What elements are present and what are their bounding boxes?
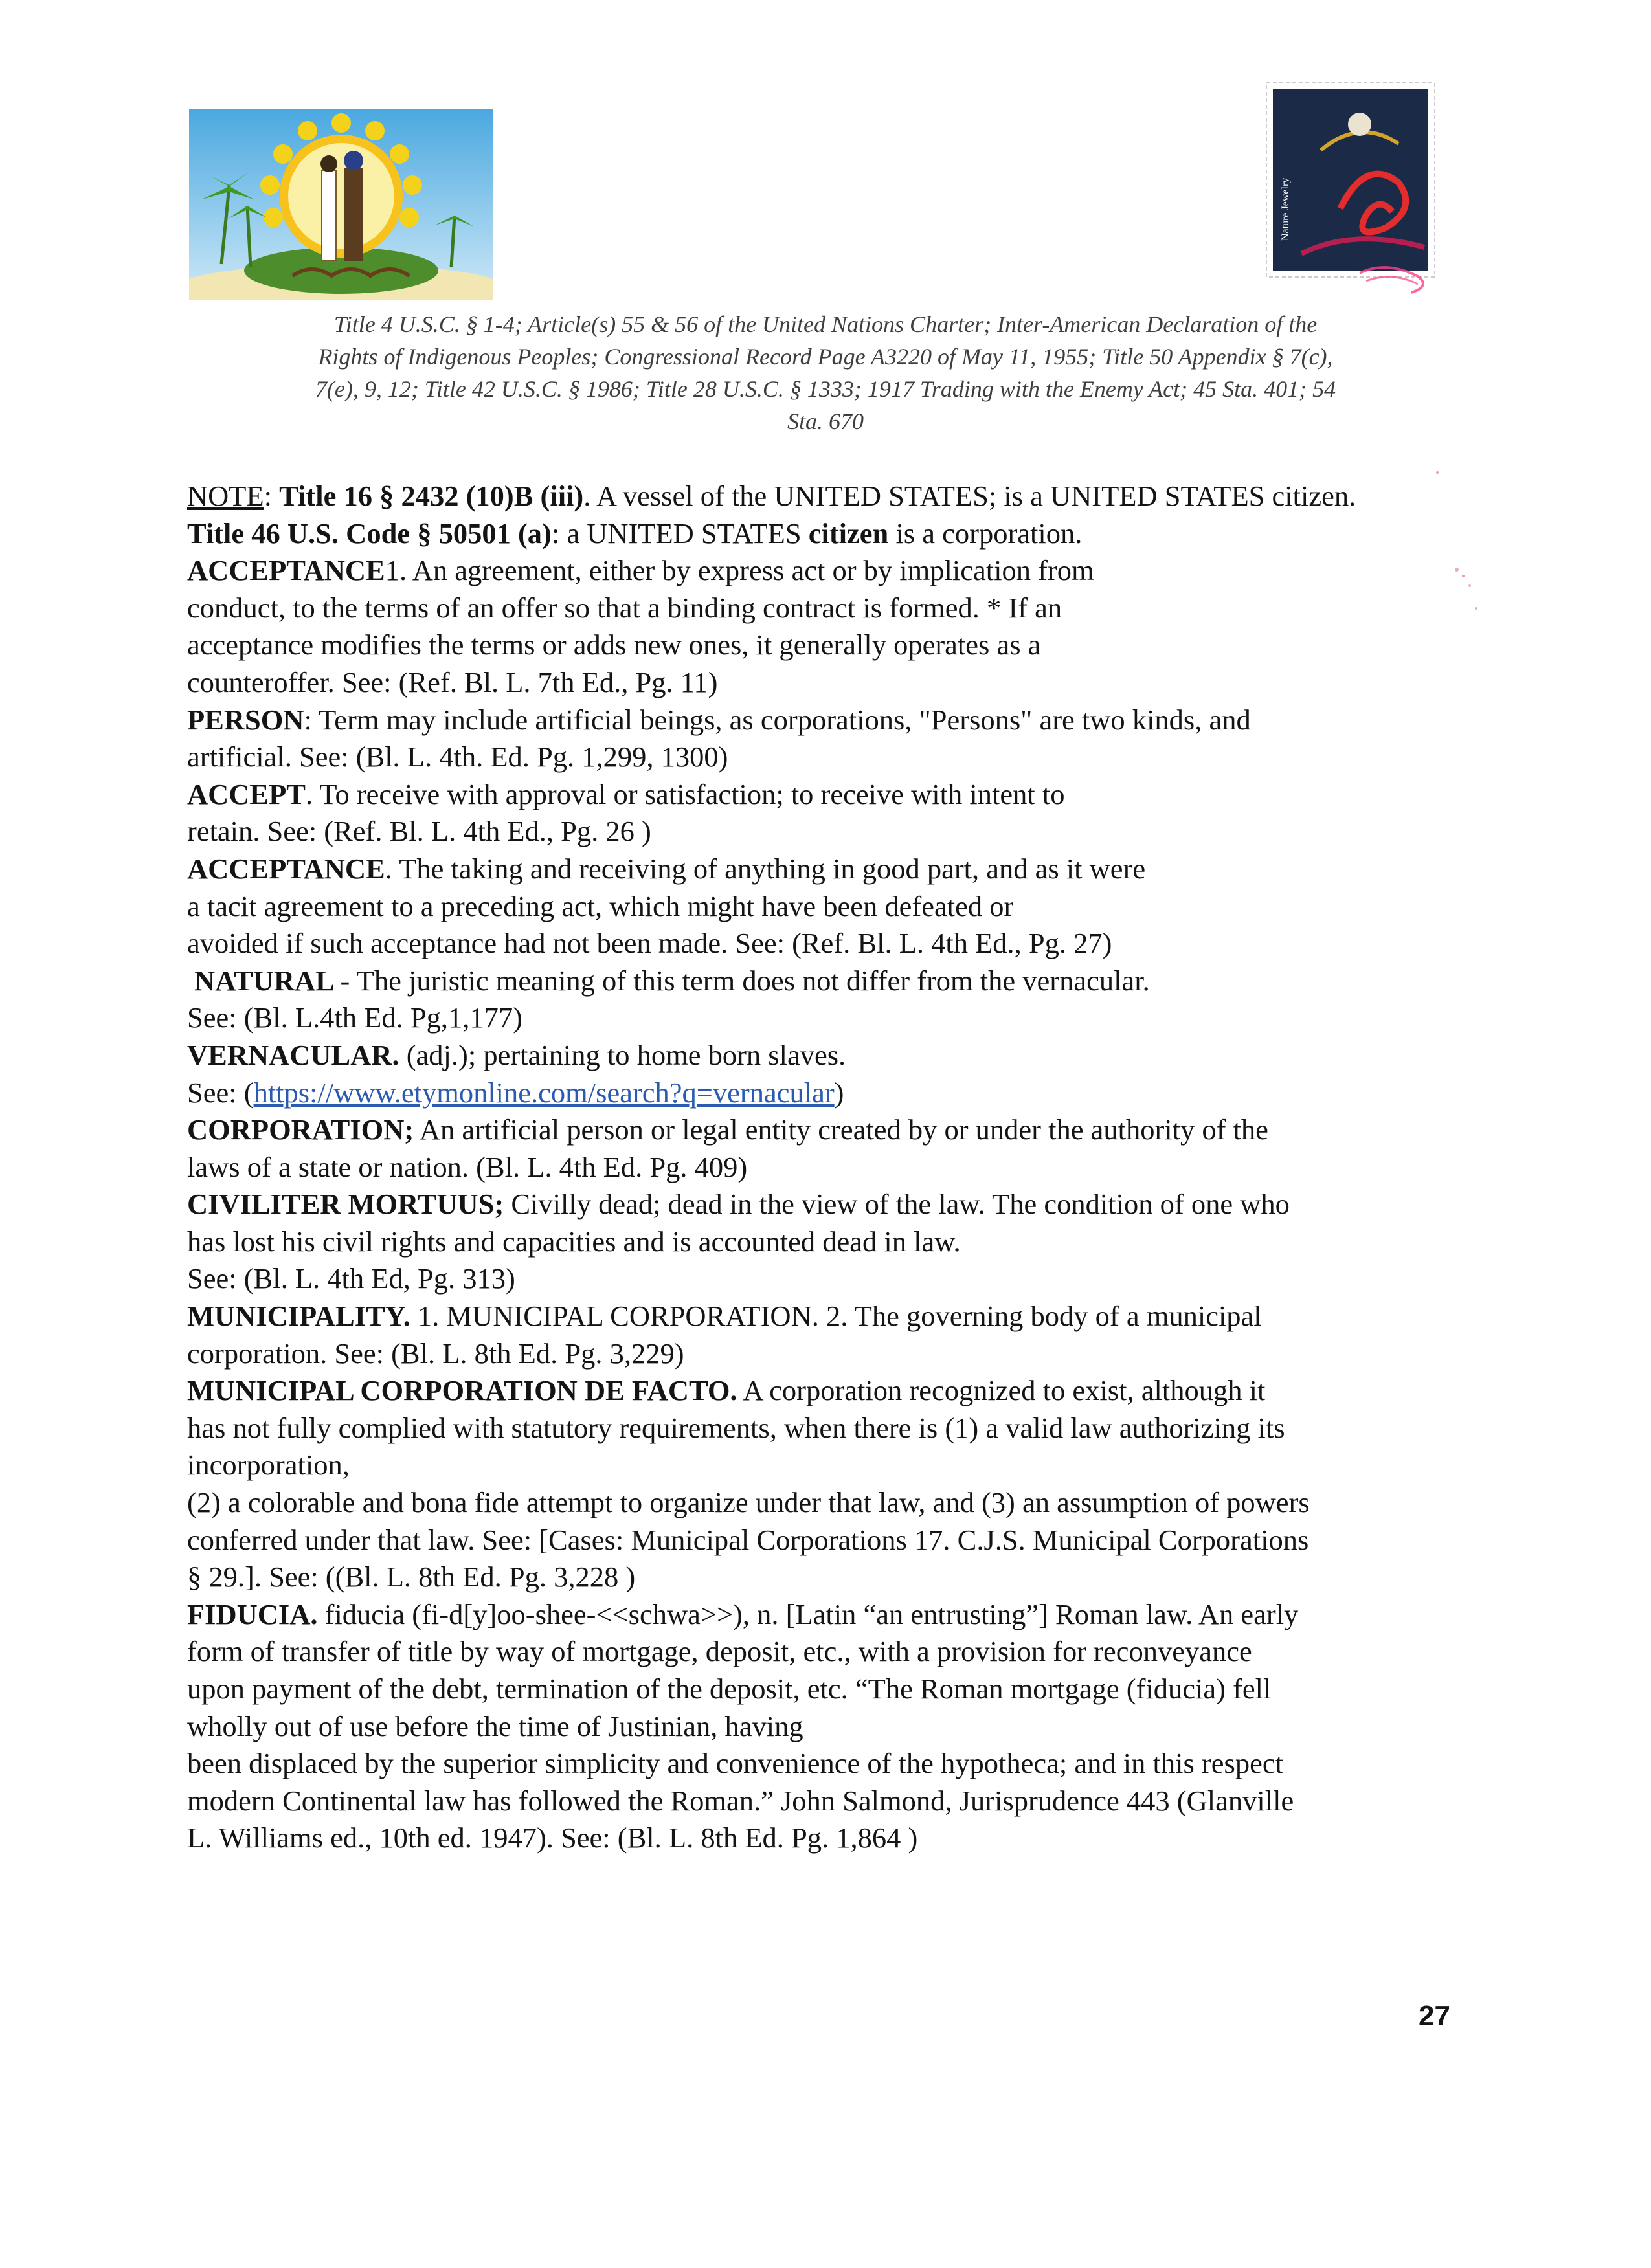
definition-line: wholly out of use before the time of Justinian, having	[187, 1709, 803, 1742]
definition-line: 1. MUNICIPAL CORPORATION. 2. The governing body of a municipal	[410, 1300, 1262, 1333]
emblem-logo	[189, 109, 493, 300]
definitions-body	[187, 478, 1463, 1857]
definition-line: upon payment of the debt, termination of the deposit, etc. “The Roman mortgage (fiducia) fell	[187, 1673, 1272, 1705]
note-text: . A vessel of the UNITED STATES; is a UNITED STATES citizen.	[583, 480, 1356, 512]
entry-fiducia	[187, 1596, 1463, 1857]
definition-line: § 29.]. See: ((Bl. L. 8th Ed. Pg. 3,228 )	[187, 1561, 636, 1594]
definition-line: a tacit agreement to a preceding act, which might have been defeated or	[187, 889, 1014, 922]
note-label: NOTE	[187, 480, 264, 512]
see-suffix: )	[834, 1076, 844, 1109]
citation-line: 7(e), 9, 12; Title 42 U.S.C. § 1986; Title 28 U.S.C. § 1333; 1917 Trading with the Enemy Act; 45 Sta. 401; 54	[315, 376, 1336, 402]
definition-line: fiducia (fi-d[y]oo-shee-<<schwa>>), n. [Latin “an entrusting”] Roman law. An early	[317, 1597, 1299, 1630]
title46-citation: Title 46 U.S. Code § 50501 (a)	[187, 517, 552, 550]
definition-line: See: (Bl. L. 4th Ed, Pg. 313)	[187, 1262, 515, 1295]
definition-line: conferred under that law. See: [Cases: Municipal Corporations 17. C.J.S. Municipal Corporations	[187, 1523, 1309, 1556]
title46-text-end: is a corporation.	[888, 517, 1083, 550]
term-municipal-corporation-de-facto: MUNICIPAL CORPORATION DE FACTO.	[187, 1374, 737, 1407]
citation-header	[194, 308, 1457, 438]
definition-line: avoided if such acceptance had not been made. See: (Ref. Bl. L. 4th Ed., Pg. 27)	[187, 927, 1112, 960]
svg-text:Nature Jewelry: Nature Jewelry	[1280, 177, 1291, 241]
term-vernacular: VERNACULAR.	[187, 1038, 399, 1071]
see-prefix: See: (	[187, 1076, 254, 1109]
definition-line: L. Williams ed., 10th ed. 1947). See: (Bl. L. 8th Ed. Pg. 1,864 )	[187, 1821, 918, 1854]
definition-line: has lost his civil rights and capacities and is accounted dead in law.	[187, 1225, 961, 1258]
definition-line: The juristic meaning of this term does not differ from the vernacular.	[350, 964, 1150, 997]
title46-citizen: citizen	[808, 517, 889, 550]
entry-corporation	[187, 1111, 1463, 1186]
definition-line: laws of a state or nation. (Bl. L. 4th Ed. Pg. 409)	[187, 1150, 748, 1183]
definition-line: retain. See: (Ref. Bl. L. 4th Ed., Pg. 26 )	[187, 815, 651, 848]
definition-line: . To receive with approval or satisfaction; to receive with intent to	[305, 777, 1065, 810]
page-number: 27	[1419, 2000, 1450, 2032]
definition-line: . The taking and receiving of anything in good part, and as it were	[385, 852, 1146, 885]
entry-natural	[187, 962, 1463, 1037]
term-accept: ACCEPT	[187, 777, 306, 810]
term-natural: NATURAL -	[194, 964, 350, 997]
title46-text: : a UNITED STATES	[551, 517, 809, 550]
definition-line: Civilly dead; dead in the view of the law. The condition of one who	[504, 1188, 1290, 1221]
definition-line: has not fully complied with statutory requirements, when there is (1) a valid law authorizing its	[187, 1411, 1285, 1444]
definition-line: conduct, to the terms of an offer so that a binding contract is formed. * If an	[187, 591, 1062, 624]
term-civiliter-mortuus: CIVILITER MORTUUS;	[187, 1188, 504, 1221]
definition-line: counteroffer. See: (Ref. Bl. L. 7th Ed., Pg. 11)	[187, 665, 718, 698]
definition-line: modern Continental law has followed the Roman.” John Salmond, Jurisprudence 443 (Glanville	[187, 1784, 1294, 1817]
citation-line: Sta. 670	[787, 408, 864, 434]
postage-stamp	[1263, 79, 1452, 294]
entry-acceptance-1	[187, 552, 1463, 701]
entry-title46	[187, 515, 1463, 553]
term-fiducia: FIDUCIA.	[187, 1597, 318, 1630]
term-municipality: MUNICIPALITY.	[187, 1300, 410, 1333]
definition-line: 1. An agreement, either by express act or by implication from	[385, 554, 1094, 587]
entry-municipality	[187, 1298, 1463, 1372]
entry-accept	[187, 776, 1463, 850]
definition-line: (2) a colorable and bona fide attempt to organize under that law, and (3) an assumption of powers	[187, 1486, 1310, 1519]
entry-civiliter-mortuus	[187, 1186, 1463, 1298]
definition-line: been displaced by the superior simplicity and convenience of the hypotheca; and in this respect	[187, 1747, 1283, 1780]
citation-line: Title 4 U.S.C. § 1-4; Article(s) 55 & 56 of the United Nations Charter; Inter-American Declaration of the	[333, 311, 1318, 337]
term-acceptance: ACCEPTANCE	[187, 554, 385, 587]
citation-line: Rights of Indigenous Peoples; Congressional Record Page A3220 of May 11, 1955; Title 50 Appendix § 7(c),	[318, 344, 1333, 370]
etymonline-link[interactable]: https://www.etymonline.com/search?q=vernacular	[253, 1076, 835, 1109]
term-corporation: CORPORATION;	[187, 1113, 414, 1146]
definition-line: An artificial person or legal entity created by or under the authority of the	[414, 1113, 1268, 1146]
definition-line: See: (Bl. L.4th Ed. Pg,1,177)	[187, 1001, 522, 1034]
note-colon: :	[264, 480, 280, 512]
definition-line: form of transfer of title by way of mortgage, deposit, etc., with a provision for reconveyance	[187, 1635, 1252, 1668]
definition-line: acceptance modifies the terms or adds new ones, it generally operates as a	[187, 628, 1041, 662]
stamp-brand-text	[1280, 178, 1291, 241]
definition-line: artificial. See: (Bl. L. 4th. Ed. Pg. 1,299, 1300)	[187, 740, 728, 773]
entry-acceptance-2	[187, 850, 1463, 962]
entry-municipal-corporation-de-facto	[187, 1372, 1463, 1596]
definition-line: (adj.); pertaining to home born slaves.	[399, 1038, 846, 1071]
entry-person	[187, 702, 1463, 776]
definition-line: A corporation recognized to exist, although it	[737, 1374, 1266, 1407]
term-person: PERSON	[187, 703, 304, 736]
definition-line: : Term may include artificial beings, as corporations, "Persons" are two kinds, and	[304, 703, 1251, 736]
note-citation: Title 16 § 2432 (10)B (iii)	[279, 480, 584, 512]
definition-line: incorporation,	[187, 1449, 350, 1482]
entry-vernacular	[187, 1037, 1463, 1111]
definition-line: corporation. See: (Bl. L. 8th Ed. Pg. 3,229)	[187, 1337, 684, 1370]
entry-note	[187, 478, 1463, 515]
term-acceptance: ACCEPTANCE	[187, 852, 385, 885]
